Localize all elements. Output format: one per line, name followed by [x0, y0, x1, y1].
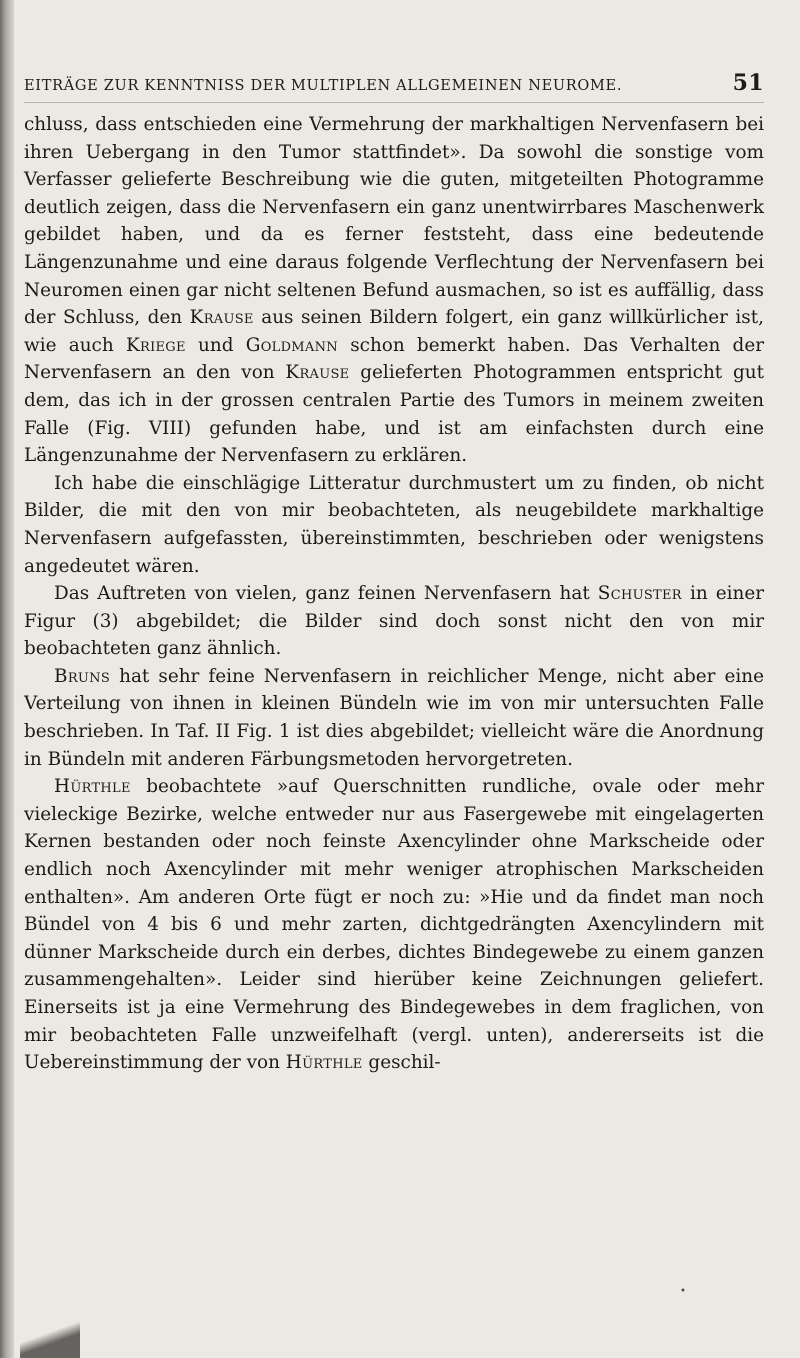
- author-name: Hürthle: [285, 1052, 363, 1074]
- author-name: Hürthle: [54, 776, 131, 798]
- text-segment: beobachtete »auf Querschnitten rundliche, ovale oder mehr vieleckige Bezirke, welche entweder nur aus Fasergewebe mit eingelagerten Kernen bestanden oder noch feinste Axencylinder ohne Markscheide oder endlich noch Axencylinder mit mehr weniger atrophischen Markscheiden enthalten». Am anderen Orte fügt er noch zu: »Hie und da findet man noch Bündel von 4 bis 6 und mehr zarten, dichtgedrängten Axencylindern mit dünner Markscheide durch ein derbes, dichtes Bindegewebe zu einem ganzen zusammengehalten». Leider sind hierüber keine Zeichnungen geliefert. Einerseits ist ja eine Vermehrung des Bindegewebes in dem fraglichen, von mir beobachteten Falle unzweifelhaft (vergl. unten), andererseits ist die Uebereinstimmung der von: [24, 776, 764, 1074]
- book-page: [24, 70, 764, 1077]
- author-name: Kriege: [125, 334, 186, 356]
- text-segment: geschil-: [362, 1052, 441, 1074]
- author-name: Goldmann: [245, 334, 338, 356]
- text-segment: aus seinen Bildern folgert, ein ganz willkürlicher ist, wie auch: [24, 307, 764, 356]
- running-title: EITRÄGE ZUR KENNTNISS DER MULTIPLEN ALLGEMEINEN NEUROME.: [24, 78, 623, 94]
- author-name: Krause: [285, 362, 350, 384]
- page-corner-shadow: [20, 1318, 80, 1358]
- ink-speck: •: [680, 1286, 686, 1297]
- text-segment: hat sehr feine Nervenfasern in reichlicher Menge, nicht aber eine Verteilung von ihnen in kleinen Bündeln wie im von mir untersuchten Falle beschrieben. In Taf. II Fig. 1 ist dies abgebildet; vielleicht wäre die Anordnung in Bündeln mit anderen Färbungsmetoden hervorgetreten.: [24, 665, 764, 770]
- author-name: Schuster: [597, 583, 682, 605]
- paragraph: [24, 663, 764, 773]
- paragraph: [24, 111, 764, 470]
- text-segment: chluss, dass entschieden eine Vermehrung der markhaltigen Nervenfasern bei ihren Uebergang in den Tumor stattfindet». Da sowohl die sonstige vom Verfasser gelieferte Beschreibung wie die guten, mitgeteilten Photogramme deutlich zeigen, dass die Nervenfasern ein ganz unentwirrbares Maschenwerk gebildet haben, und da es ferner feststeht, dass eine bedeutende Längenzunahme und eine daraus folgende Verflechtung der Nervenfasern bei Neuromen einen gar nicht seltenen Befund ausmachen, so ist es auffällig, dass der Schluss, den: [24, 114, 764, 329]
- text-segment: in einer Figur (3) abgebildet; die Bilder sind doch sonst nicht den von mir beobachteten ganz ähnlich.: [24, 583, 764, 660]
- page-binding-edge: [0, 0, 14, 1358]
- text-segment: schon bemerkt haben. Das Verhalten der Nervenfasern an den von: [24, 334, 765, 384]
- author-name: Bruns: [54, 665, 111, 687]
- text-segment: gelieferten Photogrammen entspricht gut dem, das ich in der grossen centralen Partie des Tumors in meinem zweiten Falle (Fig. VIII) gefunden habe, und ist am einfachsten durch eine Längenzunahme der Nervenfasern zu erklären.: [24, 362, 764, 467]
- text-segment: Ich habe die einschlägige Litteratur durchmustert um zu finden, ob nicht Bilder, die mit den von mir beobachteten, als neugebildete markhaltige Nervenfasern aufgefassten, übereinstimmten, beschrieben oder wenigstens angedeutet wären.: [24, 472, 764, 577]
- body-text: [24, 111, 764, 1077]
- paragraph: [24, 470, 764, 580]
- page-number: 51: [732, 70, 764, 96]
- text-segment: Das Auftreten von vielen, ganz feinen Nervenfasern hat: [54, 583, 598, 605]
- page-header: [24, 70, 764, 103]
- author-name: Krause: [189, 307, 254, 329]
- paragraph: [24, 773, 764, 1077]
- text-segment: und: [185, 334, 246, 356]
- paragraph: [24, 580, 764, 663]
